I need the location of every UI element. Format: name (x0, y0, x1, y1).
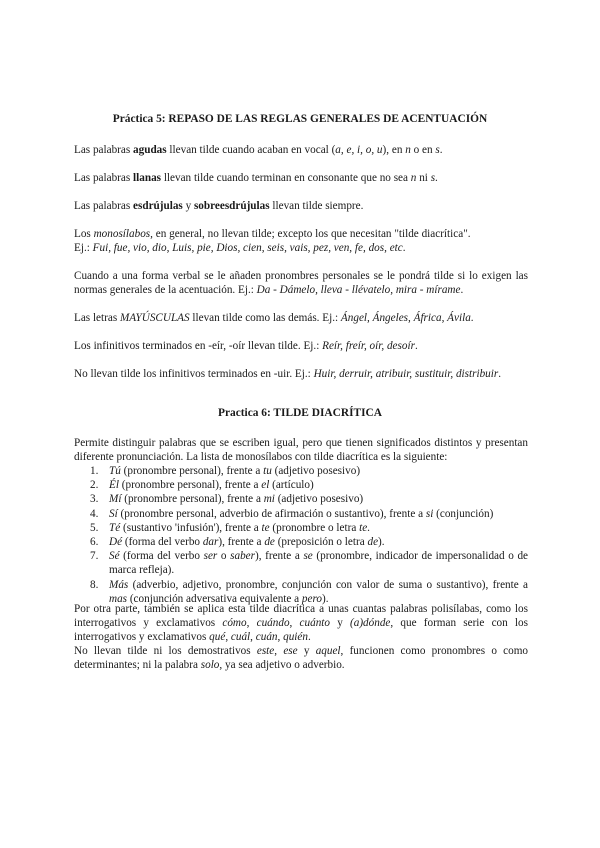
list-item: 6. Dé (forma del verbo dar), frente a de (preposición o letra de). (90, 536, 385, 549)
demostrativos-paragraph: No llevan tilde ni los demostrativos este, ese y aquel, funcionen como pronombres o como determinantes; ni la palabra solo, ya sea adjetivo o adverbio. (74, 645, 529, 672)
rule-llanas: Las palabras llanas llevan tilde cuando terminan en consonante que no sea n ni s. (74, 172, 438, 184)
list-item: 8. Más (adverbio, adjetivo, pronombre, conjunción con valor de suma o sustantivo), frente a mas (conjunción adversativa equivalente a pero). (90, 578, 528, 605)
rule-esdrujulas: Las palabras esdrújulas y sobreesdrújulas llevan tilde siempre. (74, 200, 364, 212)
list-item: 7. Sé (forma del verbo ser o saber), frente a se (pronombre, indicador de impersonalidad o de marca refleja). (90, 550, 529, 577)
list-item: 1. Tú (pronombre personal), frente a tu (adjetivo posesivo) (90, 465, 361, 477)
polisilabas-paragraph: Por otra parte, también se aplica esta tilde diacrítica a unas cuantas palabras polisílabas, como los interrogativos y exclamativos cómo, cuándo, cuánto y (a)dónde, que forman serie con los interrogativos y exclamativos qué, cuál, cuán, quién. (74, 603, 528, 644)
list-item: 2. Él (pronombre personal), frente a el (artículo) (90, 479, 314, 492)
practica-6-title: Practica 6: TILDE DIACRÍTICA (217, 407, 382, 419)
rule-mayusculas: Las letras MAYÚSCULAS llevan tilde como las demás. Ej.: Ángel, Ángeles, África, Ávila. (74, 312, 474, 324)
rule-agudas: Las palabras agudas llevan tilde cuando acaban en vocal (a, e, i, o, u), en n o en s. (74, 144, 443, 156)
rule-forma-verbal: Cuando a una forma verbal se le añaden pronombres personales se le pondrá tilde si lo exigen las normas generales de la acentuación. Ej.: Da - Dámelo, lleva - llévatelo, mira - mírame. (74, 270, 528, 297)
list-item: 5. Té (sustantivo 'infusión'), frente a te (pronombre o letra te. (90, 521, 370, 534)
monosilabos-list (74, 464, 528, 606)
rule-infinitivos-eir: Los infinitivos terminados en -eír, -oír llevan tilde. Ej.: Reír, freír, oír, desoír. (74, 340, 418, 352)
diacritica-intro: Permite distinguir palabras que se escriben igual, pero que tienen significados distintos y presentan diferente pronunciación. La lista de monosílabos con tilde diacrítica es la siguiente: (74, 437, 528, 464)
list-item: 3. Mí (pronombre personal), frente a mi (adjetivo posesivo) (90, 493, 364, 506)
practica-5-title: Práctica 5: REPASO DE LAS REGLAS GENERALES DE ACENTUACIÓN (112, 113, 488, 125)
list-item: 4. Sí (pronombre personal, adverbio de afirmación o sustantivo), frente a si (conjunción) (90, 507, 494, 520)
rule-infinitivos-uir: No llevan tilde los infinitivos terminados en -uir. Ej.: Huir, derruir, atribuir, sustituir, distribuir. (74, 368, 502, 380)
rule-monosilabos: Los monosílabos, en general, no llevan tilde; excepto los que necesitan "tilde diacrítica". Ej.: Fui, fue, vio, dio, Luis, pie, Dios, cien, seis, vais, pez, ven, fe, dos, etc. (74, 228, 471, 255)
